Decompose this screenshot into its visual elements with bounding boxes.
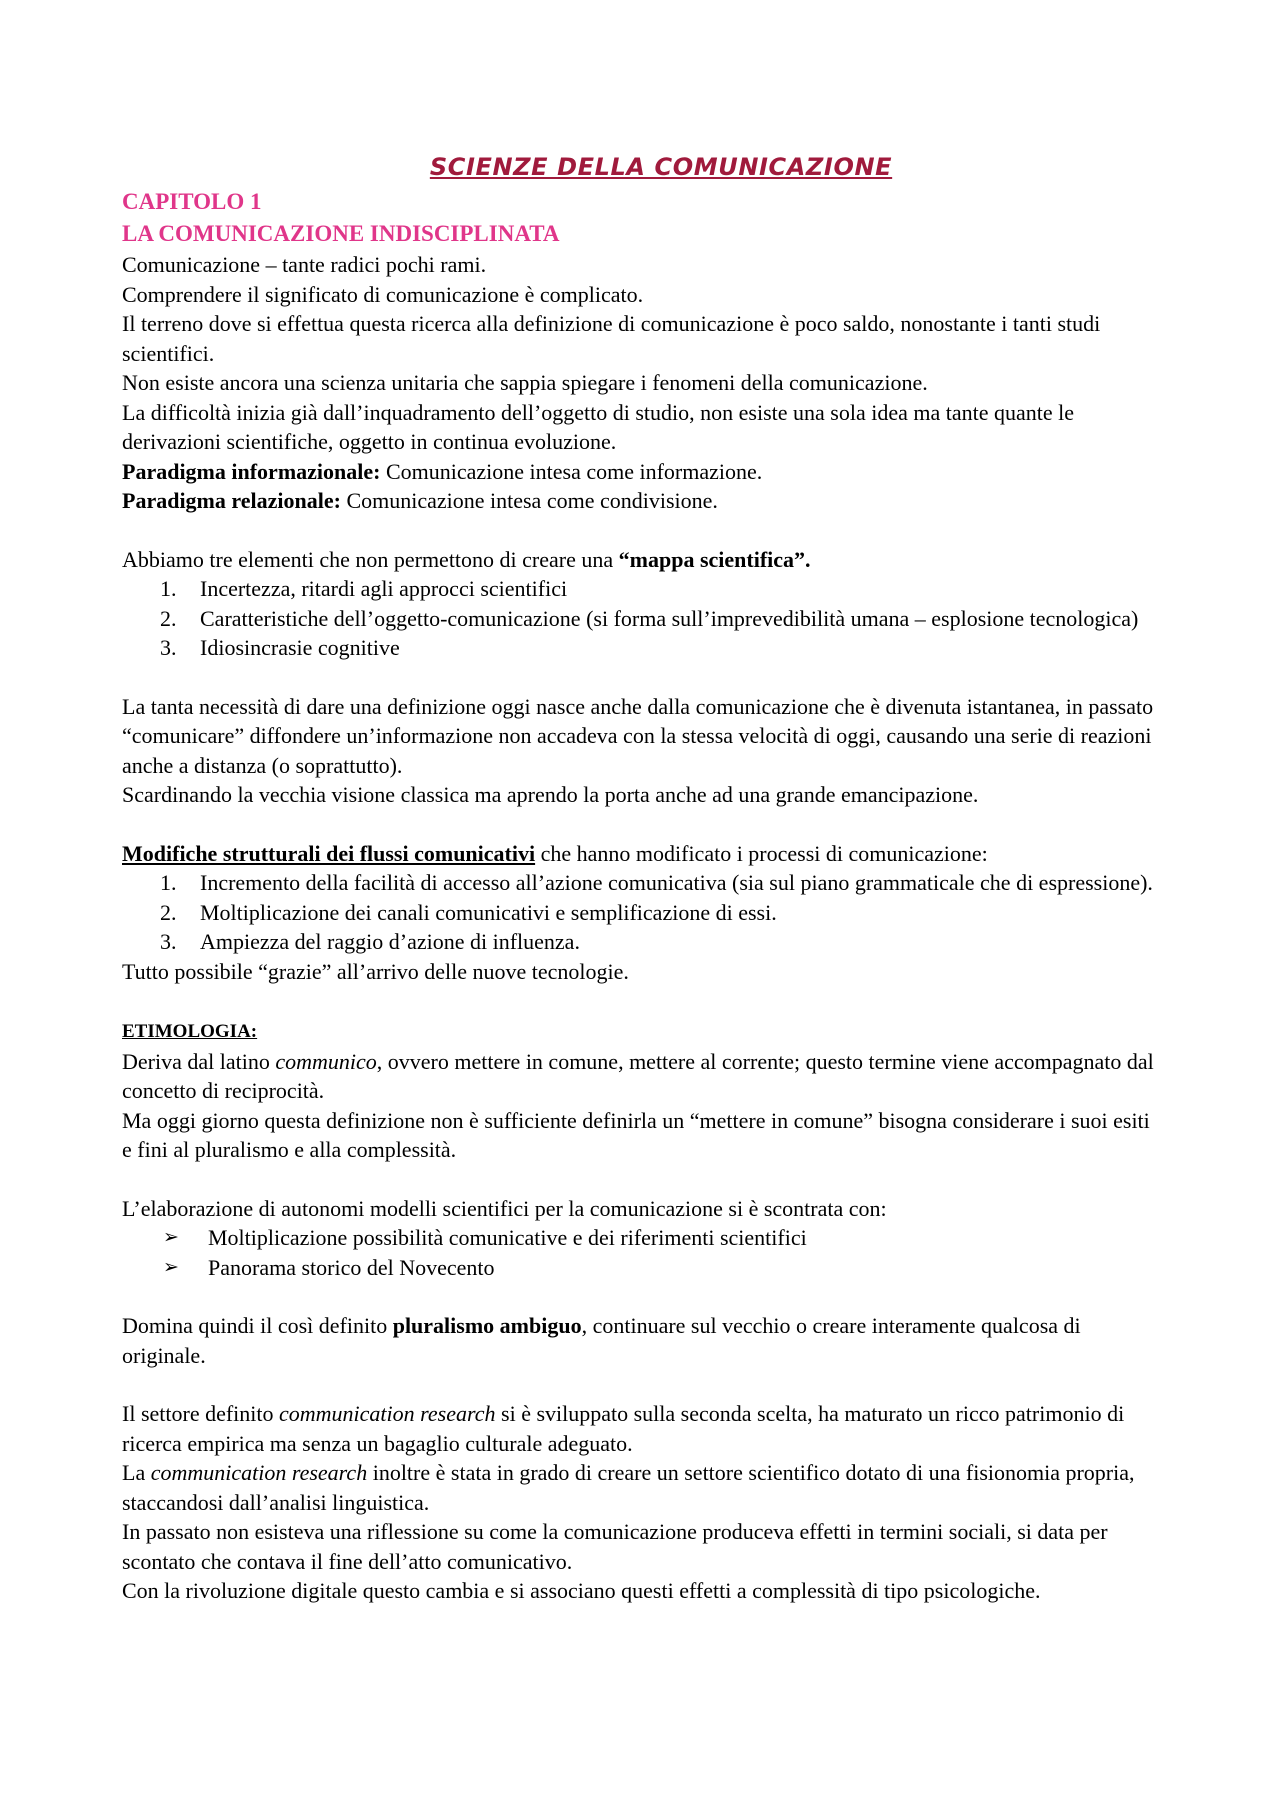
spacer: [122, 663, 1162, 692]
list-number: 2.: [160, 899, 177, 925]
list-number: 1.: [160, 576, 177, 601]
modifiche-heading: Modifiche strutturali dei flussi comunicativi: [122, 840, 536, 866]
arrow-bullet-icon: ➢: [163, 1255, 179, 1278]
list-text: Incertezza, ritardi agli approcci scientifici: [200, 576, 568, 601]
list-item: [122, 898, 1162, 928]
list-text: Moltiplicazione dei canali comunicativi e semplificazione di essi.: [200, 899, 777, 925]
list-text: Moltiplicazione possibilità comunicative e dei riferimenti scientifici: [208, 1225, 807, 1250]
chapter-title: LA COMUNICAZIONE INDISCIPLINATA: [122, 221, 560, 246]
list-item: [122, 1223, 1162, 1253]
intro-paragraph: Comunicazione – tante radici pochi rami.: [122, 252, 487, 277]
arrow-bullet-icon: ➢: [163, 1226, 179, 1248]
text-run: , continuare sul vecchio o creare interamente qualcosa di originale.: [122, 1313, 1081, 1368]
etimologia-paragraph: Ma oggi giorno questa definizione non è sufficiente definirla un “mettere in comune” bisogna considerare i suoi esiti e fini al pluralismo e alla complessità.: [122, 1107, 1150, 1162]
mappa-bold: “mappa scientifica”.: [618, 546, 811, 572]
bold-term: pluralismo ambiguo: [392, 1313, 582, 1338]
mappa-lead: [122, 545, 1162, 575]
elaborazione-list: [122, 1223, 1162, 1282]
chapter-label: CAPITOLO 1: [122, 189, 262, 214]
list-number: 1.: [160, 870, 177, 895]
paradigm-informazionale: [122, 457, 1162, 487]
italic-term: communication research: [279, 1401, 496, 1426]
text-run: Deriva dal latino: [122, 1048, 276, 1074]
spacer: [122, 1282, 1162, 1311]
list-text: Incremento della facilità di accesso all’azione comunicativa (sia sul piano grammaticale che di espressione).: [200, 870, 1153, 895]
necessita-paragraph: La tanta necessità di dare una definizione oggi nasce anche dalla comunicazione che è divenuta istantanea, in passato “comunicare” diffondere un’informazione non accadeva con la stessa velocità di oggi, causando una serie di reazioni anche a distanza (o soprattutto).: [122, 693, 1154, 778]
pluralismo-paragraph: [122, 1311, 1162, 1370]
list-item: [122, 927, 1162, 957]
elaborazione-lead: L’elaborazione di autonomi modelli scientifici per la comunicazione si è scontrata con:: [122, 1195, 887, 1221]
mappa-list: [122, 574, 1162, 663]
research-paragraph: In passato non esisteva una riflessione su come la comunicazione produceva effetti in termini sociali, si data per scontato che contava il fine dell’atto comunicativo.: [122, 1519, 1108, 1574]
text-run: La: [122, 1460, 151, 1485]
paradigm-term: Paradigma relazionale:: [122, 488, 341, 513]
research-paragraph: [122, 1399, 1162, 1458]
list-item: [122, 1253, 1162, 1283]
paradigm-relazionale: [122, 486, 1162, 516]
spacer: [122, 1165, 1162, 1194]
text-run: Il settore definito: [122, 1401, 280, 1426]
list-text: Caratteristiche dell’oggetto-comunicazione (si forma sull’imprevedibilità umana – esplosione tecnologica): [200, 605, 1139, 631]
spacer: [122, 810, 1162, 839]
intro-paragraph: Il terreno dove si effettua questa ricerca alla definizione di comunicazione è poco saldo, nonostante i tanti studi scientifici.: [122, 311, 1101, 366]
intro-paragraph: La difficoltà inizia già dall’inquadramento dell’oggetto di studio, non esiste una sola idea ma tante quante le derivazioni scientifiche, oggetto in continua evoluzione.: [122, 399, 1075, 454]
list-text: Idiosincrasie cognitive: [200, 635, 400, 660]
research-paragraph: Con la rivoluzione digitale questo cambia e si associano questi effetti a complessità di tipo psicologiche.: [122, 1578, 1041, 1603]
necessita-paragraph: Scardinando la vecchia visione classica ma aprendo la porta anche ad una grande emancipazione.: [122, 782, 979, 807]
list-number: 3.: [160, 929, 177, 954]
etimologia-heading: ETIMOLOGIA:: [122, 1021, 258, 1042]
paradigm-text: Comunicazione intesa come informazione.: [380, 458, 763, 484]
modifiche-after: Tutto possibile “grazie” all’arrivo delle nuove tecnologie.: [122, 958, 629, 984]
text-run: inoltre è stata in grado di creare un settore scientifico dotato di una fisionomia propria, staccandosi dall’analisi linguistica.: [122, 1460, 1135, 1515]
list-number: 2.: [160, 605, 177, 631]
list-item: [122, 574, 1162, 604]
text-run: , ovvero mettere in comune, mettere al corrente; questo termine viene accompagnato dal concetto di reciprocità.: [122, 1048, 1154, 1103]
spacer: [122, 1370, 1162, 1399]
list-text: Panorama storico del Novecento: [208, 1254, 495, 1280]
italic-term: communication research: [150, 1460, 368, 1485]
intro-paragraph: Non esiste ancora una scienza unitaria che sappia spiegare i fenomeni della comunicazione.: [122, 370, 928, 395]
mappa-lead-text: Abbiamo tre elementi che non permettono di creare una: [122, 546, 619, 572]
etimologia-paragraph: [122, 1047, 1162, 1106]
etimologia-heading-line: [122, 1015, 1162, 1047]
spacer: [122, 986, 1162, 1015]
spacer: [122, 516, 1162, 545]
paradigm-term: Paradigma informazionale:: [122, 458, 381, 484]
intro-paragraph: Comprendere il significato di comunicazione è complicato.: [122, 281, 644, 307]
document-body: [122, 150, 1162, 1606]
modifiche-lead: [122, 839, 1162, 869]
list-item: [122, 604, 1162, 634]
paradigm-text: Comunicazione intesa come condivisione.: [340, 488, 718, 513]
research-paragraph: [122, 1458, 1162, 1517]
list-number: 3.: [160, 635, 177, 660]
document-title: SCIENZE DELLA COMUNICAZIONE: [429, 153, 893, 181]
modifiche-list: [122, 868, 1162, 957]
list-item: [122, 633, 1162, 663]
modifiche-rest: che hanno modificato i processi di comunicazione:: [535, 840, 988, 866]
list-text: Ampiezza del raggio d’azione di influenza.: [200, 929, 580, 954]
text-run: si è sviluppato sulla seconda scelta, ha maturato un ricco patrimonio di ricerca empirica ma senza un bagaglio culturale adeguato.: [122, 1401, 1125, 1456]
text-run: Domina quindi il così definito: [122, 1313, 393, 1338]
italic-term: communico: [275, 1048, 377, 1074]
list-item: [122, 868, 1162, 898]
